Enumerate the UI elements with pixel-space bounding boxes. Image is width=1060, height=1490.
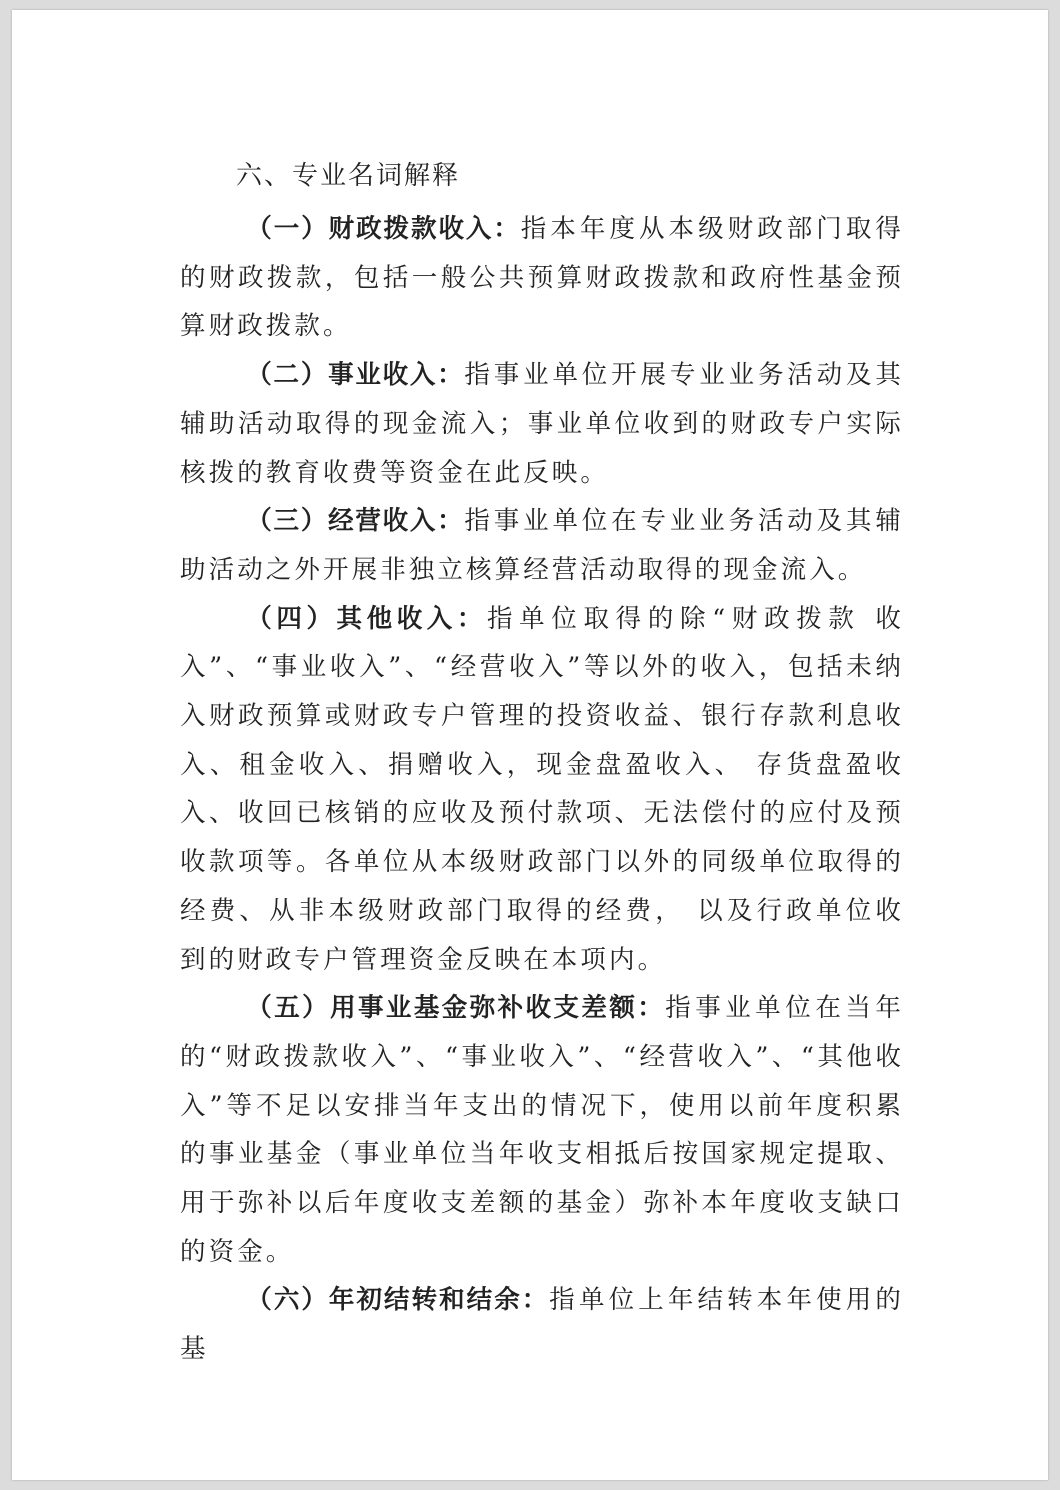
definition-text: 指事业单位在专业业务活动及其辅助活动之外开展非独立核算经营活动取得的现金流入。 bbox=[180, 506, 904, 585]
definition-term: （五）用事业基金弥补收支差额： bbox=[246, 993, 666, 1024]
definitions-body bbox=[180, 205, 904, 1374]
definition-text: 指单位取得的除“财政拨款 收入”、“事业收入”、“经营收入”等以外的收入，包括未纳入财政预算或财政专户管理的投资收益、银行存款利息收入、租金收入、捐赠收入，现金盘盈收入、 存货盘盈收入、收回已核销的应收及预付款项、无法偿付的应付及预收款项等。各单位从本级财政部门以外的同级单位取得的经费、从非本级财政部门取得的经费， 以及行政单位收到的财政专户管理资金反映在本项内。 bbox=[180, 603, 904, 975]
definition-paragraph bbox=[180, 497, 904, 594]
definition-paragraph bbox=[180, 595, 904, 985]
definition-paragraph bbox=[180, 351, 904, 497]
definition-term: （一）财政拨款收入： bbox=[246, 214, 521, 244]
definition-text: 指单位上年结转本年使用的基 bbox=[180, 1285, 904, 1365]
document-page bbox=[12, 10, 1048, 1480]
definition-paragraph bbox=[180, 984, 904, 1276]
definition-term: （二）事业收入： bbox=[246, 360, 465, 391]
definition-paragraph bbox=[180, 205, 904, 351]
definition-term: （四）其他收入： bbox=[246, 603, 487, 634]
section-heading: 六、专业名词解释 bbox=[236, 161, 461, 191]
definition-term: （三）经营收入： bbox=[246, 506, 465, 537]
definition-text: 指本年度从本级财政部门取得的财政拨款，包括一般公共预算财政拨款和政府性基金预算财政拨款。 bbox=[180, 214, 904, 342]
definition-paragraph bbox=[180, 1276, 904, 1373]
definition-text: 指事业单位在当年的“财政拨款收入”、“事业收入”、“经营收入”、“其他收入”等不足以安排当年支出的情况下，使用以前年度积累的事业基金（事业单位当年收支相抵后按国家规定提取、用于弥补以后年度收支差额的基金）弥补本年度收支缺口的资金。 bbox=[180, 993, 904, 1267]
definition-text: 指事业单位开展专业业务活动及其辅助活动取得的现金流入；事业单位收到的财政专户实际核拨的教育收费等资金在此反映。 bbox=[180, 360, 904, 488]
definition-term: （六）年初结转和结余： bbox=[246, 1285, 550, 1316]
